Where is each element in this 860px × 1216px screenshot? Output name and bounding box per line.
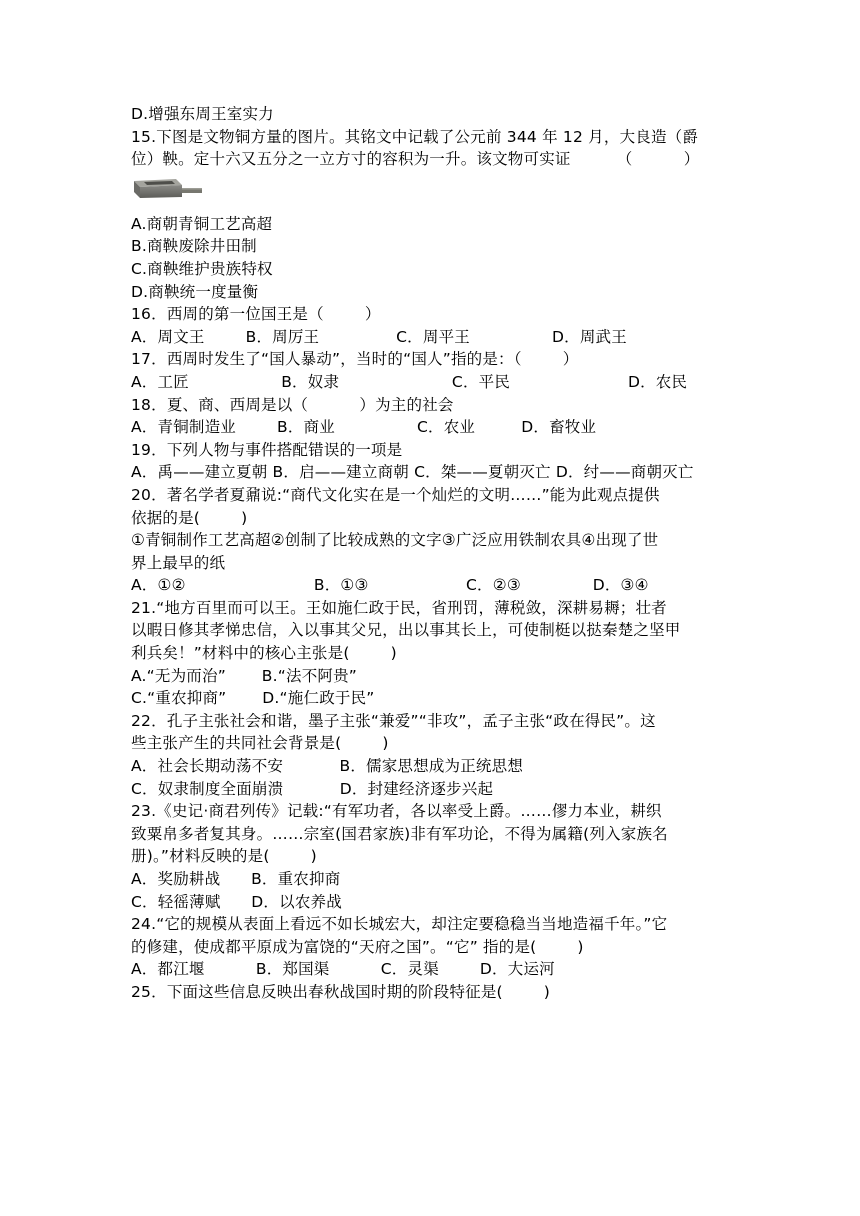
question-23-options-2: C．轻徭薄赋 D．以农养战 bbox=[131, 892, 342, 911]
question-23-line-3: 册)。”材料反映的是( ) bbox=[131, 847, 317, 866]
question-20-line-2: 依据的是( ) bbox=[131, 508, 248, 527]
question-17-options: A．工匠 B．奴隶 C．平民 D．农民 bbox=[131, 372, 688, 391]
question-21-line-2: 以暇日修其孝悌忠信，入以事其父兄，出以事其长上，可使制梃以挞秦楚之坚甲 bbox=[131, 621, 681, 640]
question-21-line-3: 利兵矣！”材料中的核心主张是( ) bbox=[131, 644, 397, 663]
question-18-options: A．青铜制造业 B．商业 C．农业 D．畜牧业 bbox=[131, 418, 597, 437]
question-21-options-2: C.“重农抑商” D.“施仁政于民” bbox=[131, 689, 375, 708]
question-24-line-2: 的修建，使成都平原成为富饶的“天府之国”。“它” 指的是( ) bbox=[131, 937, 584, 956]
question-20-line-4: 界上最早的纸 bbox=[131, 553, 226, 572]
question-21-options-1: A.“无为而治” B.“法不阿贵” bbox=[131, 666, 358, 685]
question-22-line-2: 些主张产生的共同社会背景是( ) bbox=[131, 734, 389, 753]
option-line: C.商鞅维护贵族特权 bbox=[131, 259, 273, 278]
question-15-line-1: 15.下图是文物铜方量的图片。其铭文中记载了公元前 344 年 12 月，大良造（爵 bbox=[131, 127, 699, 146]
option-line: A.商朝青铜工艺高超 bbox=[131, 214, 273, 233]
question-15-line-2: 位）鞅。定十六又五分之一立方寸的容积为一升。该文物可实证 （ ） bbox=[131, 150, 700, 169]
question-16: 16．西周的第一位国王是（ ） bbox=[131, 305, 381, 324]
question-24-options: A．都江堰 B．郑国渠 C．灵渠 D．大运河 bbox=[131, 960, 555, 979]
question-20-options: A．①② B．①③ C．②③ D．③④ bbox=[131, 576, 649, 595]
question-22-options-1: A．社会长期动荡不安 B．儒家思想成为正统思想 bbox=[131, 757, 524, 776]
option-line: B.商鞅废除井田制 bbox=[131, 237, 257, 256]
question-20-line-3: ①青铜制作工艺高超②创制了比较成熟的文字③广泛应用铁制农具④出现了世 bbox=[131, 531, 659, 550]
exam-page bbox=[131, 103, 731, 1004]
question-23-options-1: A．奖励耕战 B．重农抑商 bbox=[131, 870, 341, 888]
question-22-options-2: C．奴隶制度全面崩溃 D．封建经济逐步兴起 bbox=[131, 779, 494, 798]
bronze-measure-artifact-icon bbox=[132, 175, 204, 199]
question-25: 25．下面这些信息反映出春秋战国时期的阶段特征是( ) bbox=[131, 982, 551, 1001]
question-23-line-1: 23.《史记·商君列传》记载:“有军功者，各以率受上爵。……僇力本业，耕织 bbox=[131, 802, 662, 821]
question-21-line-1: 21.“地方百里而可以王。王如施仁政于民，省刑罚，薄税敛，深耕易耨；壮者 bbox=[131, 598, 667, 617]
question-19: 19．下列人物与事件搭配错误的一项是 bbox=[131, 440, 403, 459]
question-17: 17．西周时发生了“国人暴动”，当时的“国人”指的是：（ ） bbox=[131, 350, 579, 369]
question-20-line-1: 20．著名学者夏鼐说:“商代文化实在是一个灿烂的文明……”能为此观点提供 bbox=[131, 485, 660, 504]
question-23-line-2: 致粟帛多者复其身。……宗室(国君家族)非有军功论，不得为属籍(列入家族名 bbox=[131, 824, 668, 843]
question-19-options: A．禹——建立夏朝 B．启——建立商朝 C．桀——夏朝灭亡 D．纣——商朝灭亡 bbox=[131, 463, 694, 482]
artifact-image-row bbox=[131, 171, 731, 213]
question-16-options: A．周文王 B．周厉王 C．周平王 D．周武王 bbox=[131, 327, 627, 346]
option-line: D.商鞅统一度量衡 bbox=[131, 282, 259, 301]
text-line: D.增强东周王室实力 bbox=[131, 105, 274, 123]
question-18: 18．夏、商、西周是以（ ）为主的社会 bbox=[131, 395, 454, 414]
question-24-line-1: 24.“它的规模从表面上看远不如长城宏大，却注定要稳稳当当地造福千年。”它 bbox=[131, 915, 668, 934]
question-22-line-1: 22．孔子主张社会和谐，墨子主张“兼爱”“非攻”，孟子主张“政在得民”。这 bbox=[131, 711, 656, 730]
